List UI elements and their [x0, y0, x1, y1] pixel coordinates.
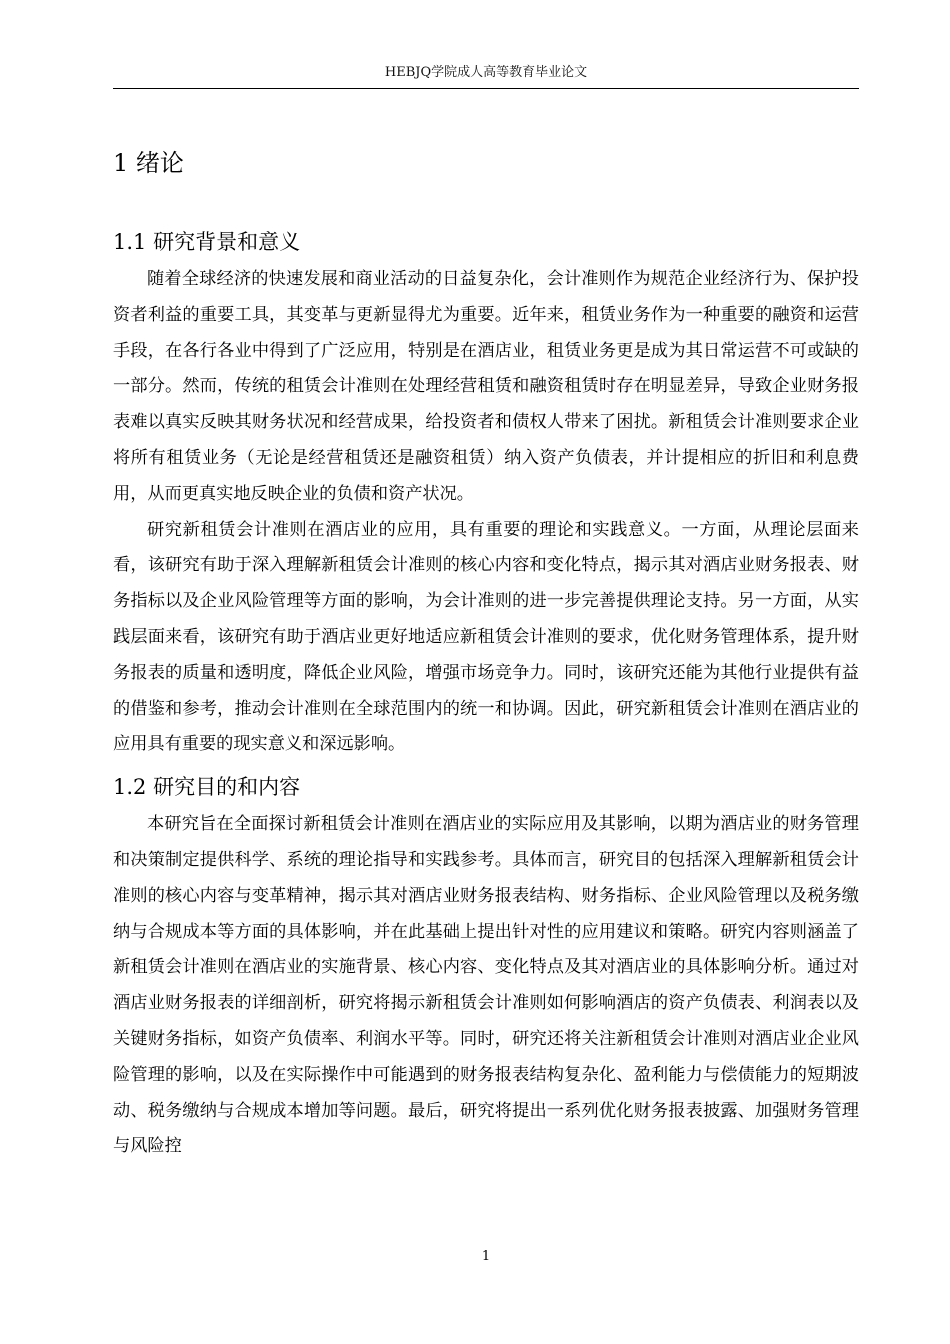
paragraph-background-2: 研究新租赁会计准则在酒店业的应用，具有重要的理论和实践意义。一方面，从理论层面来看，该研究有助于深入理解新租赁会计准则的核心内容和变化特点，揭示其对酒店业财务报表、财务指标以及企业风险管理等方面的影响，为会计准则的进一步完善提供理论支持。另一方面，从实践层面来看，该研究有助于酒店业更好地适应新租赁会计准则的要求，优化财务管理体系，提升财务报表的质量和透明度，降低企业风险，增强市场竞争力。同时，该研究还能为其他行业提供有益的借鉴和参考，推动会计准则在全球范围内的统一和协调。因此，研究新租赁会计准则在酒店业的应用具有重要的现实意义和深远影响。	[113, 519, 859, 755]
section-title-objectives: 1.2 研究目的和内容	[113, 775, 301, 800]
chapter-title: 1 绪论	[113, 149, 184, 177]
paragraph-background-1: 随着全球经济的快速发展和商业活动的日益复杂化，会计准则作为规范企业经济行为、保护投资者利益的重要工具，其变革与更新显得尤为重要。近年来，租赁业务作为一种重要的融资和运营手段，在各行各业中得到了广泛应用，特别是在酒店业，租赁业务更是成为其日常运营不可或缺的一部分。然而，传统的租赁会计准则在处理经营租赁和融资租赁时存在明显差异，导致企业财务报表难以真实反映其财务状况和经营成果，给投资者和债权人带来了困扰。新租赁会计准则要求企业将所有租赁业务（无论是经营租赁还是融资租赁）纳入资产负债表，并计提相应的折旧和利息费用，从而更真实地反映企业的负债和资产状况。	[113, 269, 859, 504]
header-divider	[113, 88, 859, 89]
running-header: HEBJQ学院成人高等教育毕业论文	[384, 65, 588, 80]
section-title-background: 1.1 研究背景和意义	[113, 230, 301, 254]
page-body	[113, 140, 859, 1157]
paragraph-objectives-1: 本研究旨在全面探讨新租赁会计准则在酒店业的实际应用及其影响，以期为酒店业的财务管理和决策制定提供科学、系统的理论指导和实践参考。具体而言，研究目的包括深入理解新租赁会计准则的核心内容与变革精神，揭示其对酒店业财务报表结构、财务指标、企业风险管理以及税务缴纳与合规成本等方面的具体影响，并在此基础上提出针对性的应用建议和策略。研究内容则涵盖了新租赁会计准则在酒店业的实施背景、核心内容、变化特点及其对酒店业的具体影响分析。通过对酒店业财务报表的详细剖析，研究将揭示新租赁会计准则如何影响酒店的资产负债表、利润表以及关键财务指标，如资产负债率、利润水平等。同时，研究还将关注新租赁会计准则对酒店业企业风险管理的影响，以及在实际操作中可能遇到的财务报表结构复杂化、盈利能力与偿债能力的短期波动、税务缴纳与合规成本增加等问题。最后，研究将提出一系列优化财务报表披露、加强财务管理与风险控	[113, 814, 859, 1157]
page-number: 1	[481, 1249, 491, 1264]
